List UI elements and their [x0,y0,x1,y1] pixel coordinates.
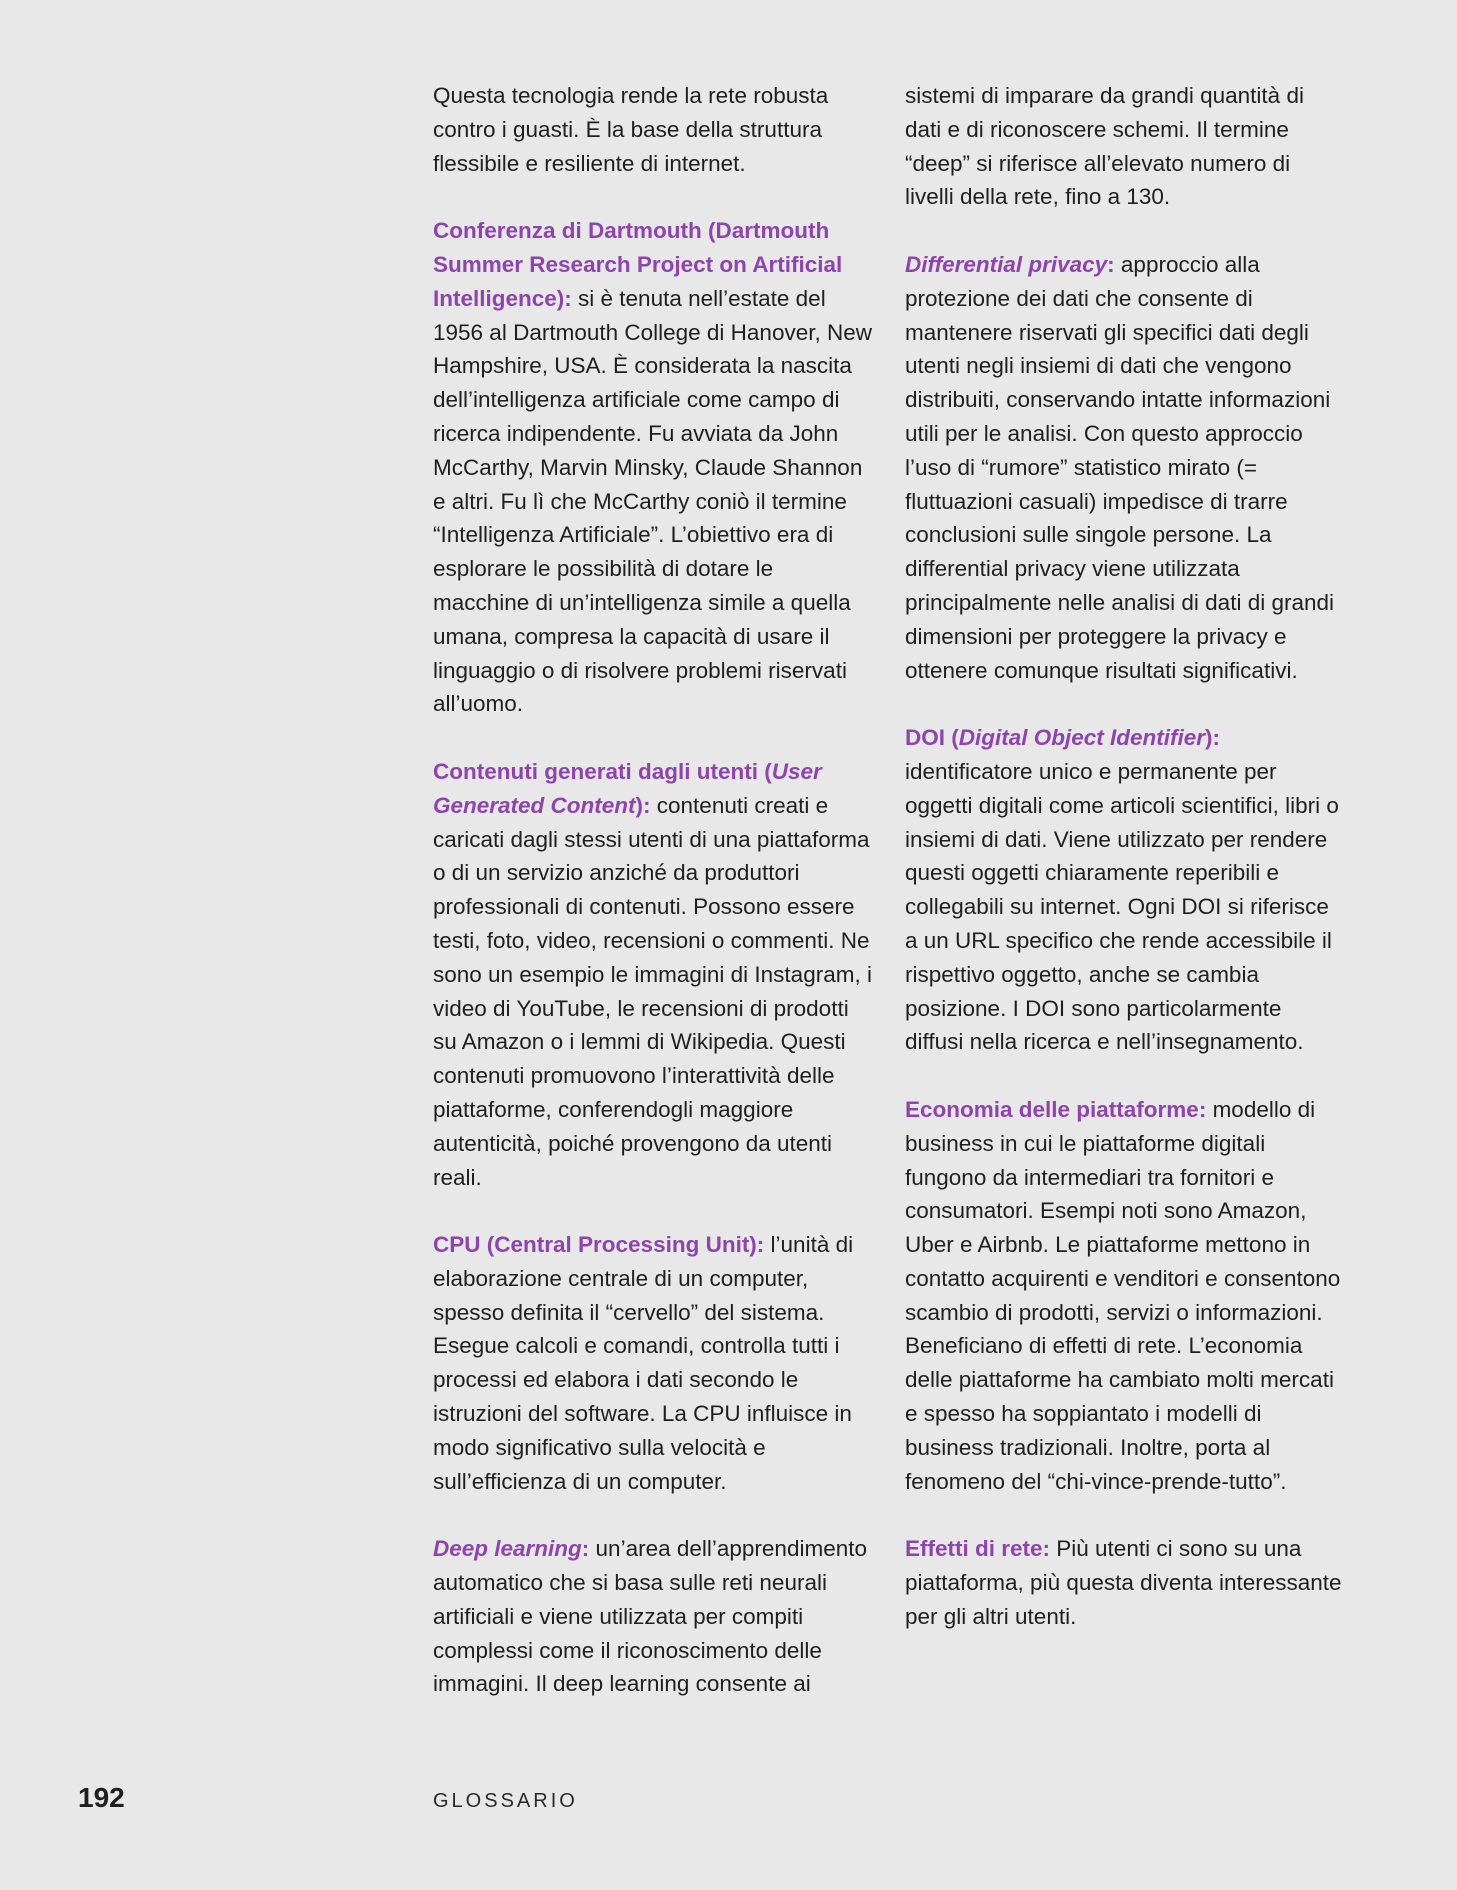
glossary-entry-dartmouth [433,214,873,721]
entry-definition: modello di business in cui le piattaforme digitali fungono da intermediari tra fornitori e consumatori. Esempi noti sono Amazon, Uber e Airbnb. Le piattaforme mettono in contatto acquirenti e venditori e consentono scambio di prodotti, servizi o informazioni. Beneficiano di effetti di rete. L’economia delle piattaforme ha cambiato molti mercati e spesso ha soppiantato i modelli di business tradizionali. Inoltre, porta al fenomeno del “chi-vince-prende-tutto”. [905,1096,1341,1494]
glossary-entry-platform-economy [905,1093,1345,1499]
continuation-paragraph: sistemi di imparare da grandi quantità di dati e di riconoscere schemi. Il termine “deep” si riferisce all’elevato numero di livelli della rete, fino a 130. [905,83,1304,210]
right-column [905,79,1345,1667]
entry-term: Effetti di rete: [905,1536,1051,1562]
glossary-entry-doi [905,721,1345,1059]
entry-definition: identificatore unico e permanente per oggetti digitali come articoli scientifici, libri o insiemi di dati. Viene utilizzato per rendere questi oggetti chiaramente reperibili e collegabili su internet. Ogni DOI si riferisce a un URL specifico che rende accessibile il rispettivo oggetto, anche se cambia posizione. I DOI sono particolarmente diffusi nella ricerca e nell’insegnamento. [905,758,1339,1055]
section-label: GLOSSARIO [433,1790,578,1812]
entry-term: Differential privacy: [905,251,1115,277]
entry-definition: approccio alla protezione dei dati che consente di mantenere riservati gli specifici dati degli utenti negli insiemi di dati che vengono distribuiti, conservando intatte informazioni utili per le analisi. Con questo approccio l’uso di “rumore” statistico mirato (= fluttuazioni casuali) impedisce di trarre conclusioni sulle singole persone. La differential privacy viene utilizzata principalmente nelle analisi di dati di grandi dimensioni per proteggere la privacy e ottenere comunque risultati significativi. [905,251,1335,683]
glossary-entry-differential-privacy [905,248,1345,687]
entry-definition: si è tenuta nell’estate del 1956 al Dartmouth College di Hanover, New Hampshire, USA. È considerata la nascita dell’intelligenza artificiale come campo di ricerca indipendente. Fu avviata da John McCarthy, Marvin Minsky, Claude Shannon e altri. Fu lì che McCarthy coniò il termine “Intelligenza Artificiale”. L’obiettivo era di esplorare le possibilità di dotare le macchine di un’intelligenza simile a quella umana, compresa la capacità di usare il linguaggio o di risolvere problemi riservati all’uomo. [433,285,872,717]
page-number: 192 [78,1782,125,1813]
intro-paragraph: Questa tecnologia rende la rete robusta contro i guasti. È la base della struttura flessibile e resiliente di internet. [433,83,829,176]
entry-definition: Più utenti ci sono su una piattaforma, più questa diventa interessante per gli altri utenti. [905,1536,1342,1629]
glossary-entry-cpu [433,1228,873,1498]
left-column [433,79,873,1735]
glossary-entry-deep-learning [433,1532,873,1701]
entry-definition: contenuti creati e caricati dagli stessi utenti di una piattaforma o di un servizio anziché da produttori professionali di contenuti. Possono essere testi, foto, video, recensioni o commenti. Ne sono un esempio le immagini di Instagram, i video di YouTube, le recensioni di prodotti su Amazon o i lemmi di Wikipedia. Questi contenuti promuovono l’interattività delle piattaforme, conferendogli maggiore autenticità, poiché provengono da utenti reali. [433,792,872,1190]
entry-term: Conferenza di Dartmouth (Dartmouth Summer Research Project on Artificial Intelligence): [433,218,843,311]
entry-definition: l’unità di elaborazione centrale di un computer, spesso definita il “cervello” del sistema. Esegue calcoli e comandi, controlla tutti i processi ed elabora i dati secondo le istruzioni del software. La CPU influisce in modo significativo sulla velocità e sull’efficienza di un computer. [433,1232,854,1494]
entry-term: Contenuti generati dagli utenti (User Generated Content): [433,758,822,818]
entry-term: Deep learning: [433,1536,590,1562]
glossary-entry-network-effects [905,1532,1345,1633]
glossary-entry-ugc [433,755,873,1194]
entry-term: Economia delle piattaforme: [905,1096,1207,1122]
entry-definition: un’area dell’apprendimento automatico che si basa sulle reti neurali artificiali e viene utilizzata per compiti complessi come il riconoscimento delle immagini. Il deep learning consente ai [433,1536,867,1697]
entry-term: DOI (Digital Object Identifier): [905,725,1221,751]
entry-term: CPU (Central Processing Unit): [433,1232,765,1258]
